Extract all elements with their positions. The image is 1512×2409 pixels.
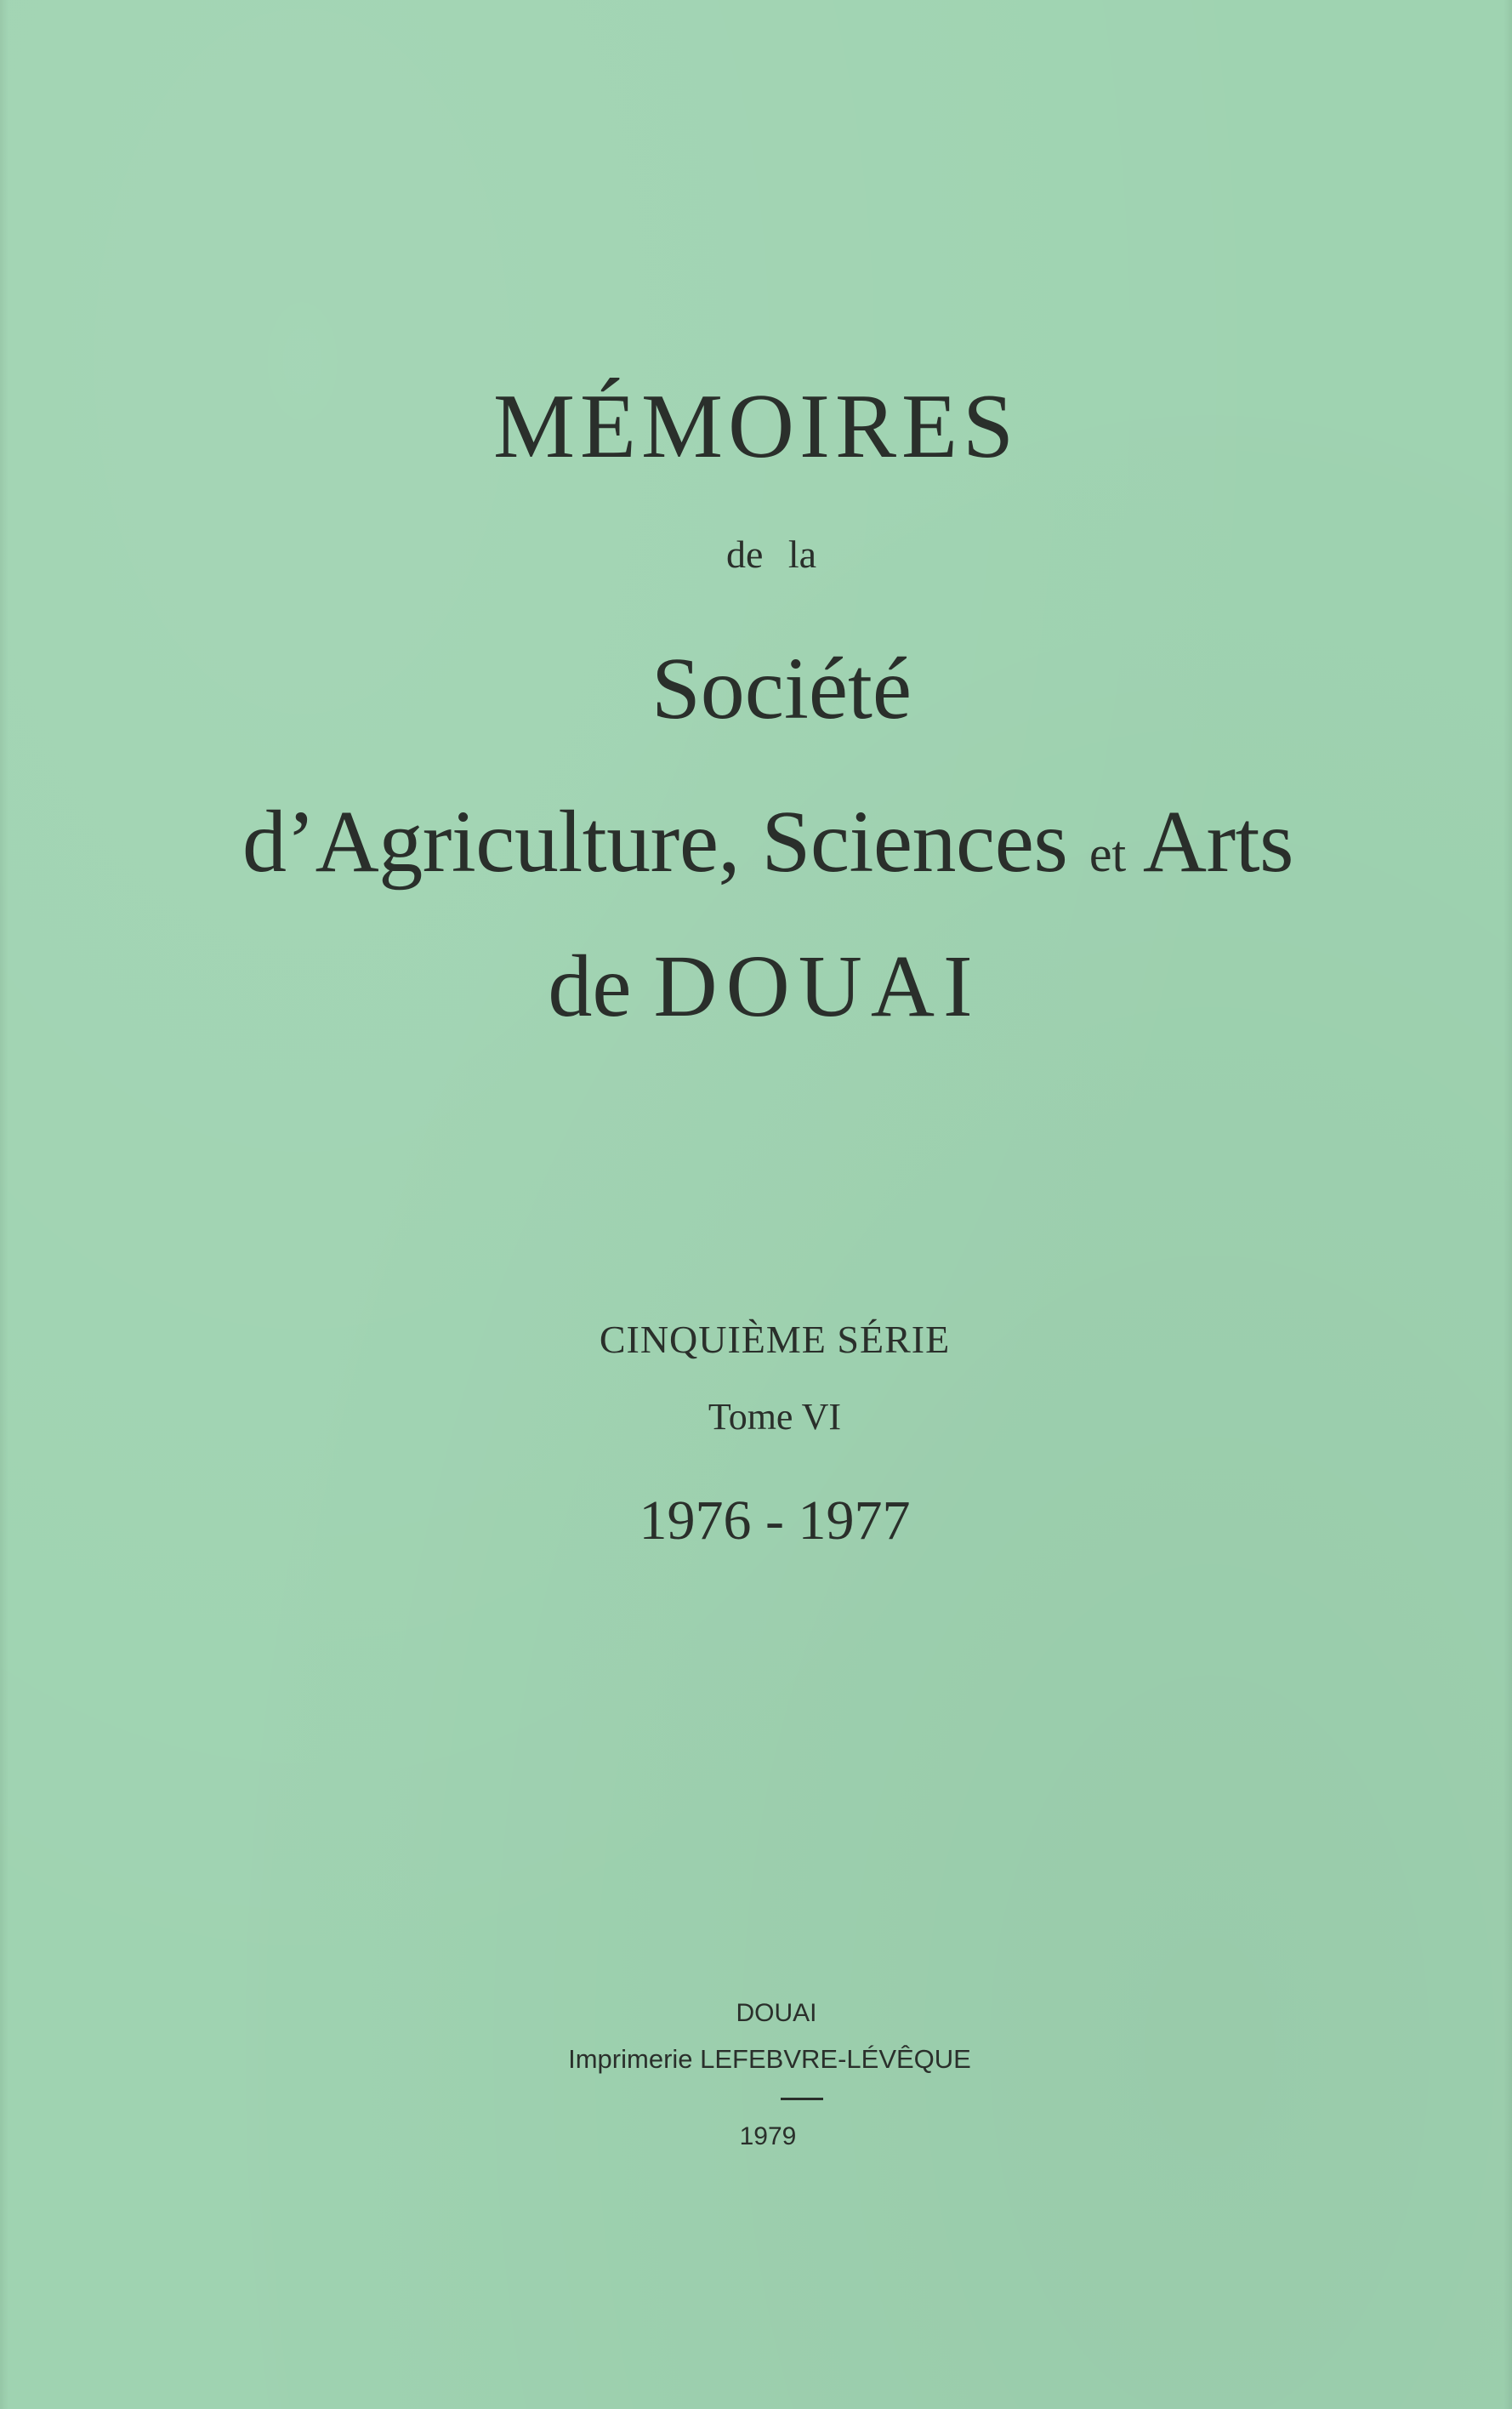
cover-title-memoires: MÉMOIRES — [492, 376, 1020, 477]
cover-title-arts: Arts — [1142, 793, 1294, 891]
cover-left-edge-shadow — [0, 0, 9, 2409]
cover-series: CINQUIÈME SÉRIE — [599, 1318, 951, 1361]
cover-title-societe: Société — [651, 640, 912, 738]
imprint-divider — [781, 2098, 823, 2100]
cover-title-de-douai — [9, 936, 1512, 1037]
imprint-city: DOUAI — [736, 1999, 817, 2027]
cover-volume: Tome VI — [708, 1396, 842, 1438]
cover-years: 1976 - 1977 — [639, 1489, 911, 1552]
imprint-year: 1979 — [739, 2122, 797, 2150]
cover-title-et: et — [1089, 826, 1127, 882]
cover-title-society-name — [12, 791, 1512, 892]
cover-title-douai: DOUAI — [653, 937, 981, 1035]
cover-title-de-la: de la — [725, 532, 817, 576]
cover-title-agriculture-sciences: d’Agriculture, Sciences — [242, 793, 1068, 891]
imprint-printer: Imprimerie LEFEBVRE-LÉVÊQUE — [568, 2044, 971, 2074]
cover-title-de: de — [548, 937, 632, 1035]
